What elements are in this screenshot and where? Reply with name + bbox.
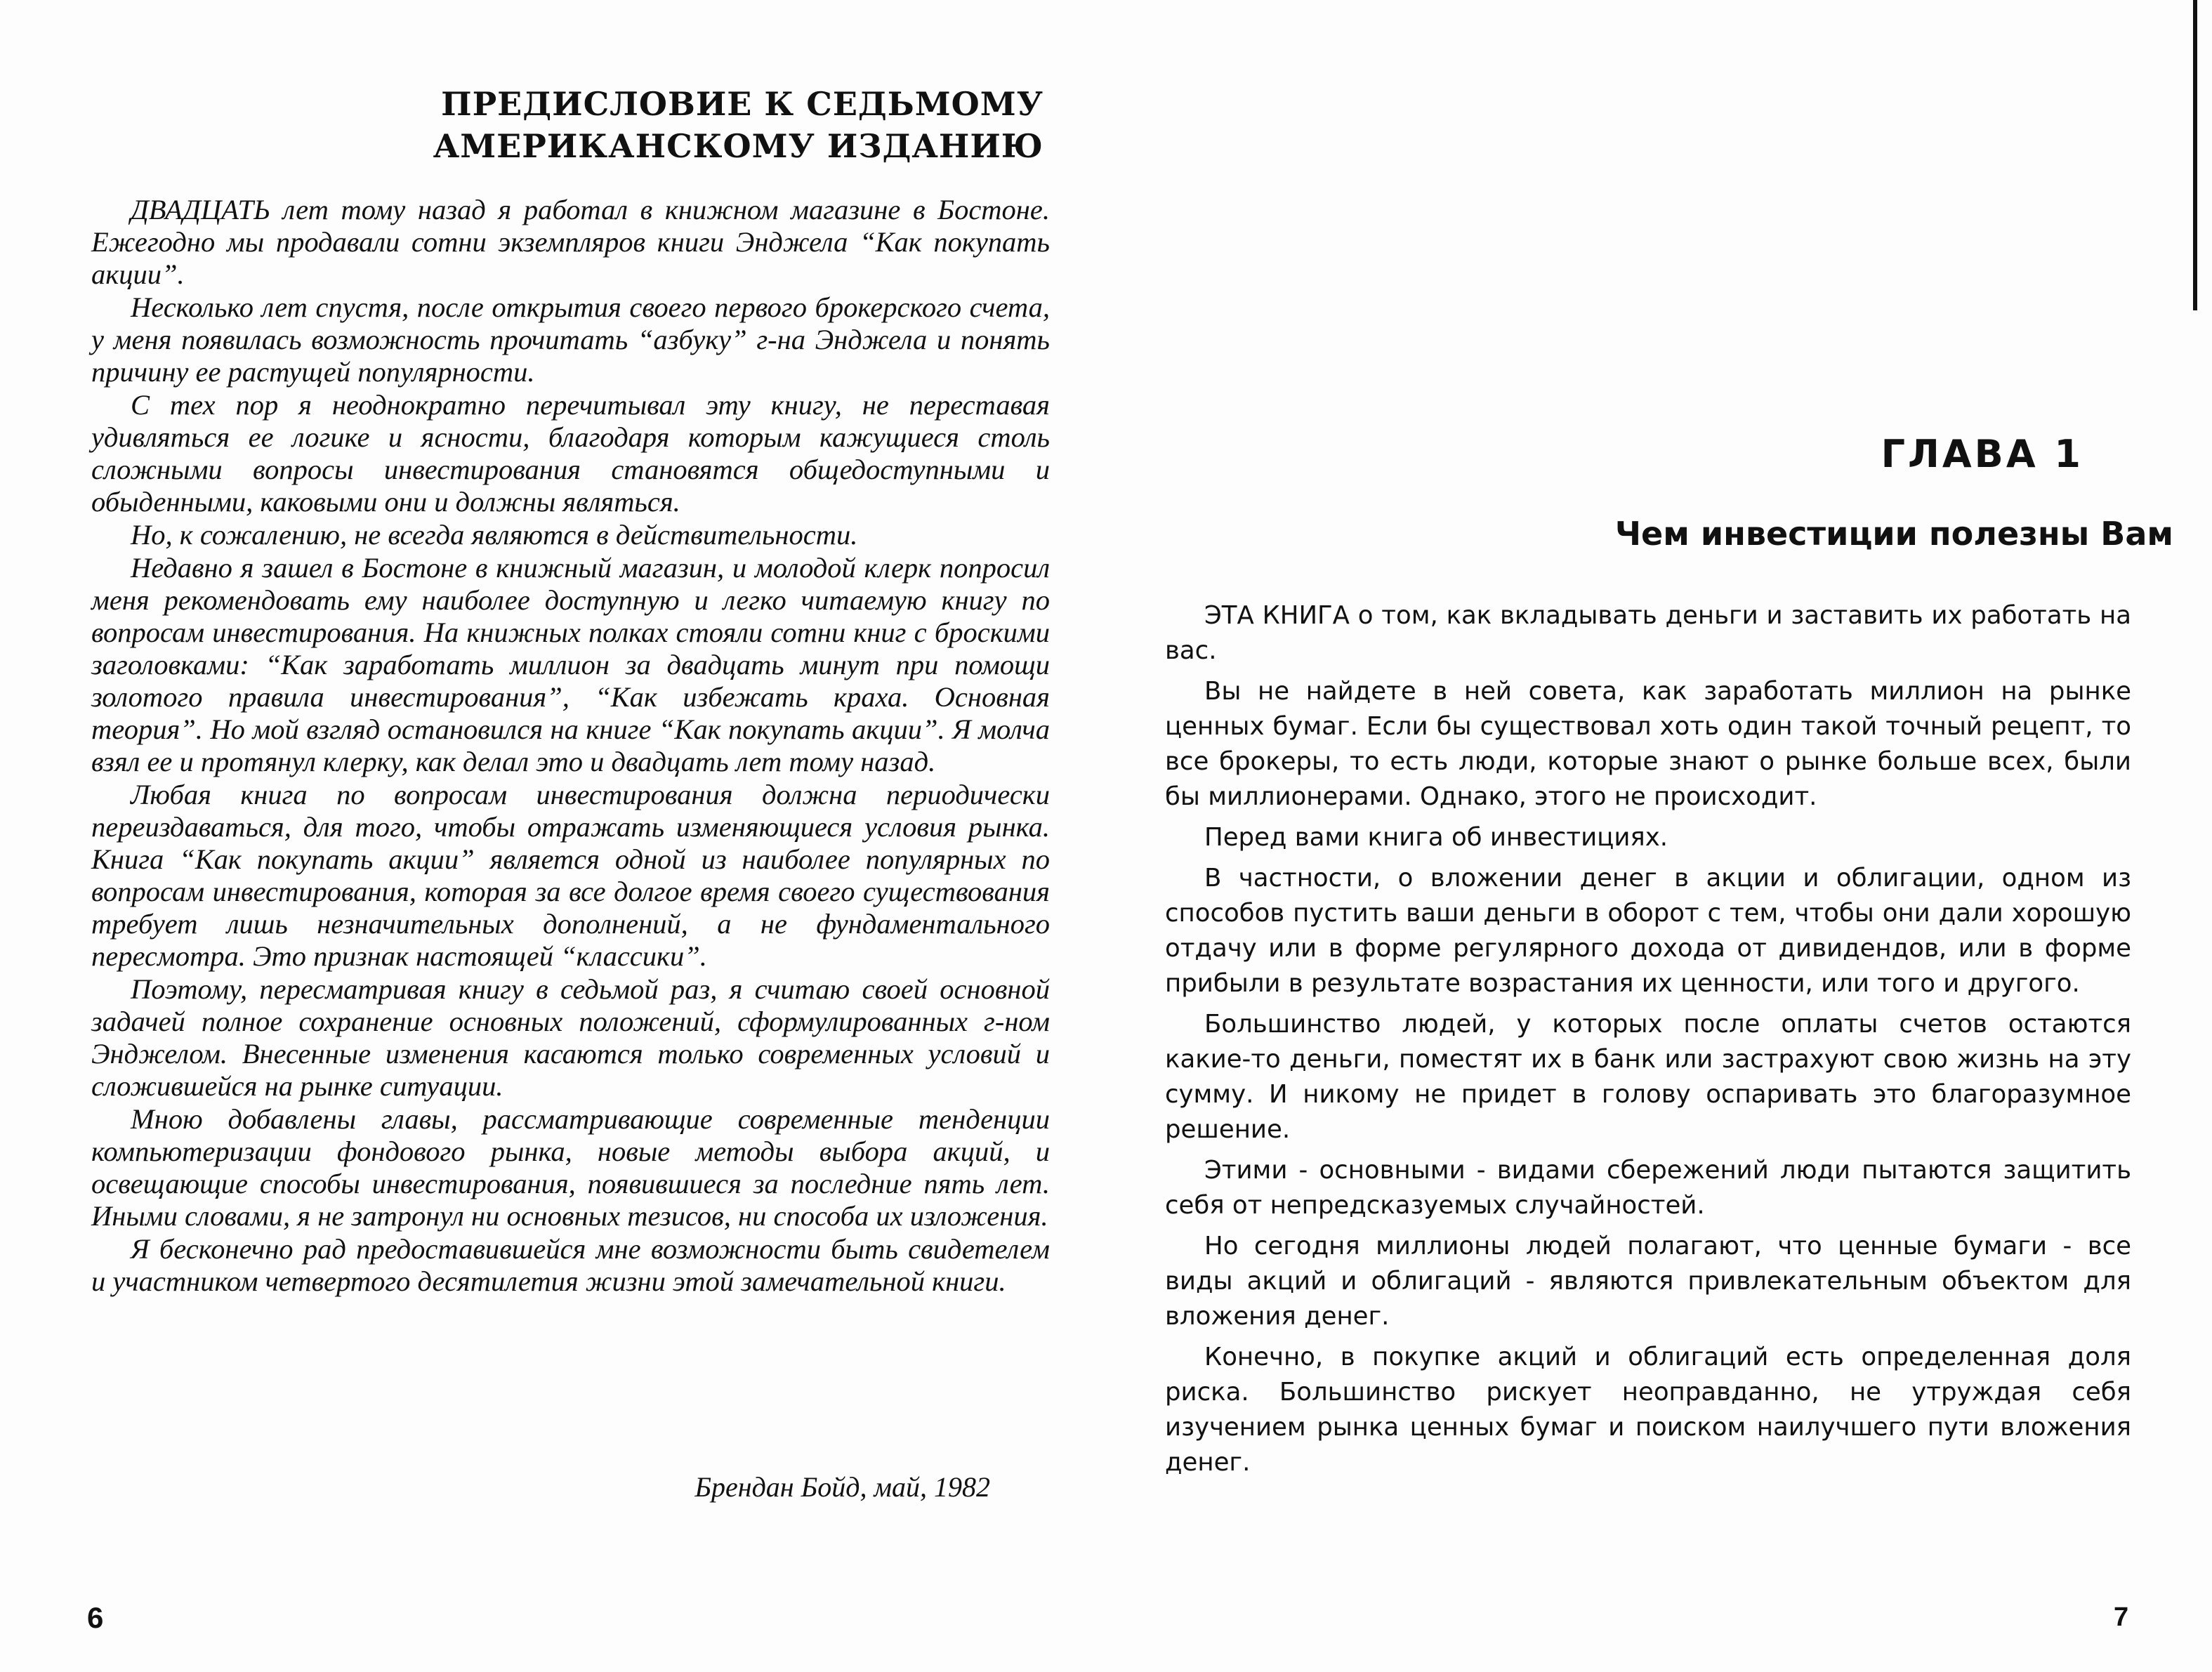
chapter-paragraph: Вы не найдете в ней совета, как заработать миллион на рынке ценных бумаг. Если бы существовал хоть один такой точный рецепт, то все брокеры, то есть люди, которые знают о рынке больше всех, были бы миллионерами. Однако, этого не происходит. (1165, 677, 2131, 811)
preface-paragraph: Мною добавлены главы, рассматривающие современные тенденции компьютеризации фондового рынка, новые методы выбора акций, и освещающие способы инвестирования, появившиеся за последние пять лет. Иными словами, я не затронул ни основных тезисов, ни способа их изложения. (91, 1103, 1050, 1232)
page-number-left: 6 (87, 1601, 104, 1634)
preface-paragraph: С тех пор я неоднократно перечитывал эту книгу, не переставая удивляться ее логике и ясности, благодаря которым кажущиеся столь сложными вопросы инвестирования становятся общедоступными и обыденными, каковыми они и должны являться. (91, 389, 1050, 518)
preface-paragraph: ДВАДЦАТЬ лет тому назад я работал в книжном магазине в Бостоне. Ежегодно мы продавали сотни экземпляров книги Энджела “Как покупать акции”. (91, 194, 1050, 290)
preface-body (91, 194, 1050, 1298)
scan-edge-mark (2193, 0, 2197, 310)
chapter-paragraph: Конечно, в покупке акций и облигаций есть определенная доля риска. Большинство рискует неоправданно, не утруждая себя изучением рынка ценных бумаг и поиском наилучшего пути вложения денег. (1165, 1343, 2131, 1477)
chapter-paragraph: Перед вами книга об инвестициях. (1204, 823, 1668, 852)
preface-paragraph: Поэтому, пересматривая книгу в седьмой раз, я считаю своей основной задачей полное сохранение основных положений, сформулированных г-ном Энджелом. Внесенные изменения касаются только современных условий и сложившейся на рынке ситуации. (91, 973, 1050, 1102)
chapter-body (1165, 598, 2131, 1486)
chapter-paragraph: В частности, о вложении денег в акции и облигации, одном из способов пустить ваши деньги в оборот с тем, чтобы они дали хорошую отдачу или в форме регулярного дохода от дивидендов, или в форме прибыли в результате возрастания их ценности, или того и другого. (1165, 864, 2131, 998)
preface-paragraph: Несколько лет спустя, после открытия своего первого брокерского счета, у меня появилась возможность прочитать “азбуку” г-на Энджела и понять причину ее растущей популярности. (91, 291, 1050, 388)
chapter-paragraph: Но сегодня миллионы людей полагают, что ценные бумаги - все виды акций и облигаций - являются привлекательным объектом для вложения денег. (1165, 1232, 2131, 1331)
preface-title: ПРЕДИСЛОВИЕ К СЕДЬМОМУ АМЕРИКАНСКОМУ ИЗДАНИЮ (433, 85, 1044, 165)
preface-paragraph: Я бесконечно рад предоставившейся мне возможности быть свидетелем и участником четвертого десятилетия жизни этой замечательной книги. (91, 1233, 1050, 1297)
page-number-right: 7 (2114, 1602, 2129, 1632)
right-page (1106, 0, 2212, 1672)
chapter-label: ГЛАВА 1 (1881, 432, 2083, 476)
chapter-paragraph: ЭТА КНИГА о том, как вкладывать деньги и заставить их работать на вас. (1165, 601, 2131, 665)
preface-paragraph: Недавно я зашел в Бостоне в книжный магазин, и молодой клерк попросил меня рекомендовать ему наиболее доступную и легко читаемую книгу по вопросам инвестирования. На книжных полках стояли сотни книг с броскими заголовками: “Как заработать миллион за двадцать минут при помощи золотого правила инвестирования”, “Как избежать краха. Основная теория”. Но мой взгляд остановился на книге “Как покупать акции”. Я молча взял ее и протянул клерку, как делал это и двадцать лет тому назад. (91, 552, 1050, 777)
chapter-paragraph: Этими - основными - видами сбережений люди пытаются защитить себя от непредсказуемых случайностей. (1165, 1156, 2131, 1220)
preface-paragraph: Любая книга по вопросам инвестирования должна периодически переиздаваться, для того, чтобы отражать изменяющиеся условия рынка. Книга “Как покупать акции” является одной из наиболее популярных по вопросам инвестирования, которая за все долгое время своего существования требует лишь незначительных дополнений, а не фундаментального пересмотра. Это признак настоящей “классики”. (91, 779, 1050, 972)
preface-signature: Брендан Бойд, май, 1982 (694, 1471, 990, 1503)
chapter-title: Чем инвестиции полезны Вам (1614, 515, 2173, 553)
chapter-paragraph: Большинство людей, у которых после оплаты счетов остаются какие-то деньги, поместят их в банк или застрахуют свою жизнь на эту сумму. И никому не придет в голову оспаривать это благоразумное решение. (1165, 1010, 2131, 1144)
preface-paragraph: Но, к сожалению, не всегда являются в действительности. (131, 519, 858, 551)
